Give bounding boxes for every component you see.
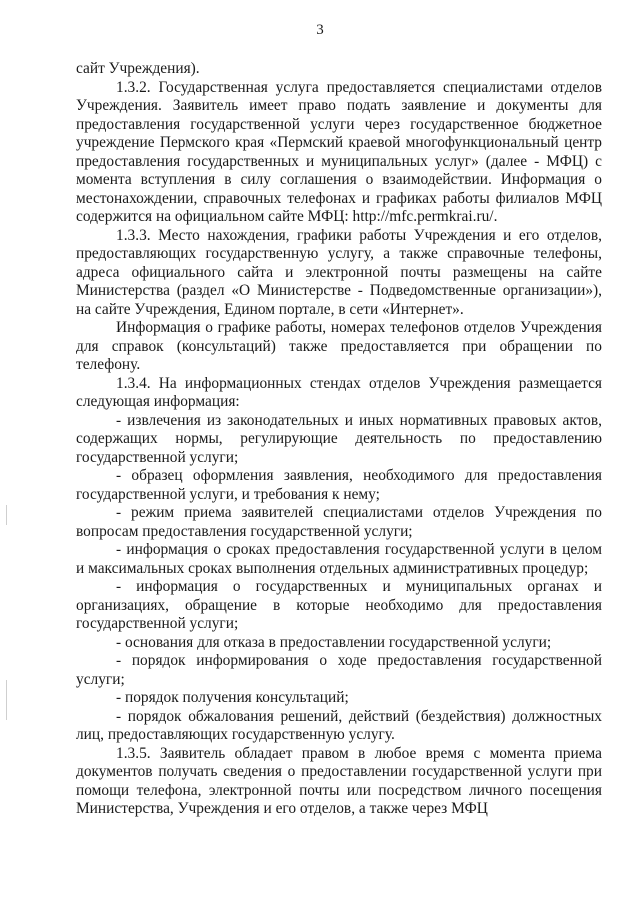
paragraph-1-3-4: 1.3.4. На информационных стендах отделов Учреждения размещается следующая информация: <box>76 374 602 410</box>
list-item: - порядок получения консультаций; <box>116 689 349 706</box>
paragraph-1-3-5: 1.3.5. Заявитель обладает правом в любое время с момента приема документов получать сведения о предоставлении государственной услуги при помощи телефона, электронной почты или посредством личного посещения Министерства, Учреждения и его отделов, а также через МФЦ <box>76 744 602 817</box>
paragraph: Информация о графике работы, номерах телефонов отделов Учреждения для справок (консультаций) также предоставляется при обращении по телефону. <box>76 319 602 373</box>
list-item: - основания для отказа в предоставлении государственной услуги; <box>116 633 552 651</box>
list-item: - порядок информирования о ходе предоставления государственной услуги; <box>76 652 602 688</box>
list-item: - образец оформления заявления, необходимого для предоставления государственной услуги, и требования к нему; <box>76 467 602 503</box>
list-item: - режим приема заявителей специалистами отделов Учреждения по вопросам предоставления государственной услуги; <box>76 504 602 540</box>
paragraph-1-3-2: 1.3.2. Государственная услуга предоставляется специалистами отделов Учреждения. Заявитель имеет право подать заявление и документы для предоставления государственной услуги через государственное бюджетное учреждение Пермского края «Пермский краевой многофункциональный центр предоставления государственных и муниципальных услуг» (далее - МФЦ) с момента вступления в силу соглашения о взаимодействии. Информация о местонахождении, справочных телефонах и графиках работы филиалов МФЦ содержится на официальном сайте МФЦ: http://mfc.permkrai.ru/. <box>76 78 602 225</box>
list-item: - информация о государственных и муниципальных органах и организациях, обращение в которые необходимо для предоставления государственной услуги; <box>76 578 602 632</box>
list-item: - извлечения из законодательных и иных нормативных правовых актов, содержащих нормы, регулирующие деятельность по предоставлению государственной услуги; <box>76 411 602 466</box>
list-item: - информация о сроках предоставления государственной услуги в целом и максимальных сроках выполнения отдельных административных процедур; <box>76 541 602 577</box>
paragraph-1-3-3: 1.3.3. Место нахождения, графики работы Учреждения и его отделов, предоставляющих государственную услугу, а также справочные телефоны, адреса официального сайта и электронной почты размещены на сайте Министерства (раздел «О Министерстве - Подведомственные организации»), на сайте Учреждения, Едином портале, в сети «Интернет». <box>76 226 602 318</box>
document-body <box>76 60 602 819</box>
paragraph: сайт Учреждения). <box>76 60 200 77</box>
scan-margin-mark <box>6 680 7 720</box>
scan-margin-mark <box>6 505 7 525</box>
page-number: 3 <box>316 22 324 38</box>
list-item: - порядок обжалования решений, действий (бездействия) должностных лиц, предоставляющих государственную услугу. <box>76 707 602 743</box>
